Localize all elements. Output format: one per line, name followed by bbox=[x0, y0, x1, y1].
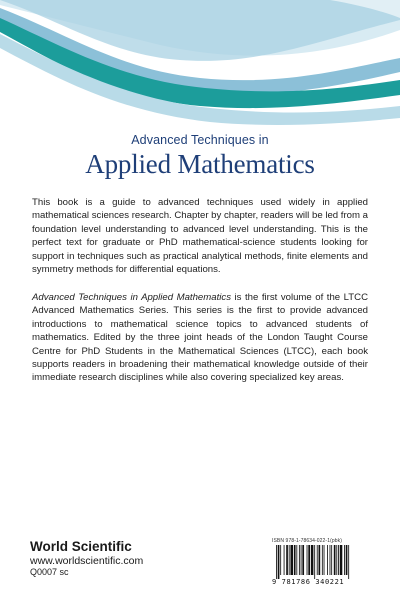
description-paragraph-2 bbox=[32, 291, 368, 385]
book-title: Applied Mathematics bbox=[85, 149, 315, 179]
series-title-italic: Advanced Techniques in Applied Mathematics bbox=[32, 292, 231, 303]
publisher-name: World Scientific bbox=[30, 539, 132, 554]
product-code: Q0007 sc bbox=[30, 566, 69, 577]
decorative-waves bbox=[0, 0, 400, 140]
description-paragraph-1: This book is a guide to advanced techniques used widely in applied mathematical sciences research. Chapter by chapter, readers will be led from a foundation level understanding to advanced level understanding. This is the perfect text for graduate or PhD mathematical-science students looking for support in techniques such as practical analytical methods, finite elements and symmetry methods for differential equations. bbox=[32, 197, 368, 276]
barcode-digits: 9 781786 340221 bbox=[272, 578, 345, 586]
title-block bbox=[0, 133, 400, 180]
description-paragraph-2-text: is the first volume of the LTCC Advanced Mathematics Series. This series is the first to provide advanced introductions to mathematical science topics to advanced students of mathematics. Edited by the three joint heads of the London Taught Course Centre for PhD Students in the Mathematical Sciences (LTCC), each book supports readers in broadening their mathematical knowledge outside of their immediate research disciplines while also covering specialized key areas. bbox=[32, 292, 369, 384]
barcode-icon bbox=[272, 545, 372, 579]
book-subtitle: Advanced Techniques in bbox=[131, 133, 269, 147]
barcode-block bbox=[272, 538, 372, 588]
isbn-label: ISBN 978-1-78634-022-1(pbk) bbox=[272, 538, 342, 544]
publisher-block bbox=[30, 539, 143, 577]
publisher-url: www.worldscientific.com bbox=[30, 554, 144, 567]
